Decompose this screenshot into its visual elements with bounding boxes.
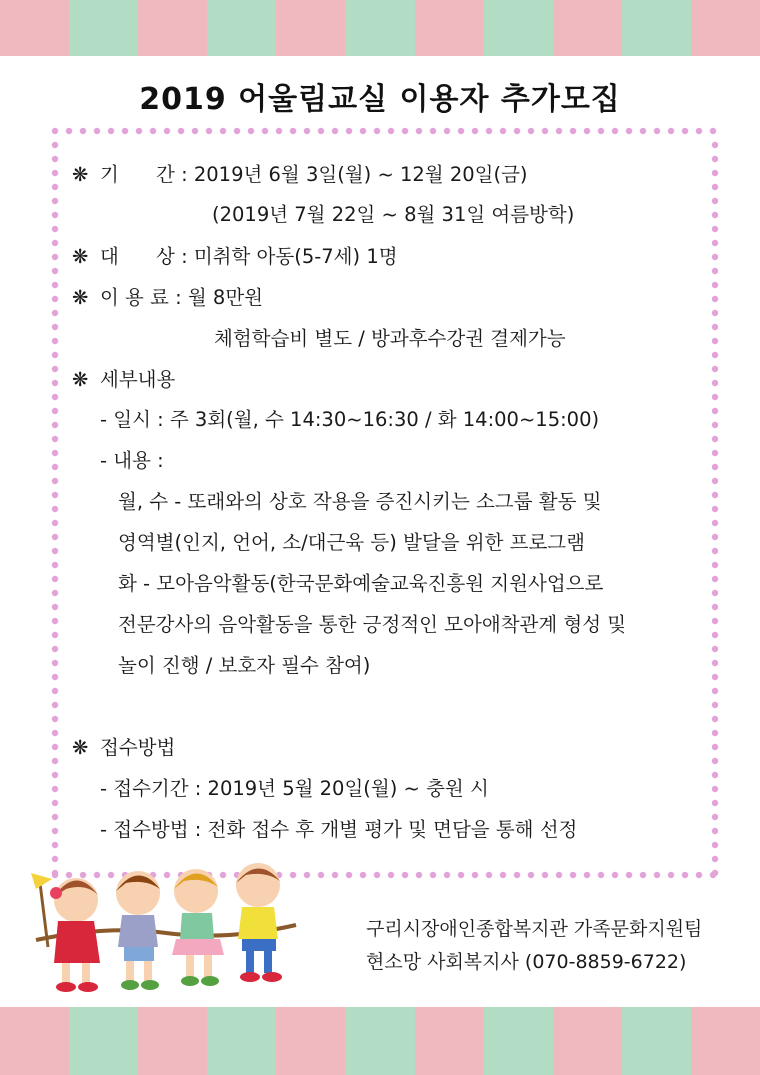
- apply-method: - 접수방법 : 전화 접수 후 개별 평가 및 면담을 통해 선정: [100, 818, 578, 841]
- stripe-cell: [0, 0, 69, 56]
- period-label: 기 간 :: [100, 163, 188, 186]
- apply-heading: 접수방법: [100, 736, 176, 759]
- content-line: 화 - 모아음악활동(한국문화예술교육진흥원 지원사업으로: [118, 572, 604, 595]
- children-illustration: [26, 855, 306, 995]
- stripe-cell: [622, 0, 691, 56]
- fee-line: [72, 285, 263, 311]
- stripe-cell: [207, 0, 276, 56]
- stripe-cell: [622, 1007, 691, 1075]
- stripe-cell: [484, 0, 553, 56]
- top-stripe: [0, 0, 760, 56]
- details-heading-line: [72, 367, 175, 393]
- fee-label: 이 용 료 :: [100, 286, 182, 309]
- content-line: 놀이 진행 / 보호자 필수 참여): [118, 654, 371, 677]
- stripe-cell: [691, 0, 760, 56]
- stripe-cell: [69, 0, 138, 56]
- bottom-stripe: [0, 1007, 760, 1075]
- stripe-cell: [415, 1007, 484, 1075]
- page-title: 2019 어울림교실 이용자 추가모집: [139, 82, 621, 117]
- stripe-cell: [553, 1007, 622, 1075]
- stripe-cell: [691, 1007, 760, 1075]
- stripe-cell: [345, 0, 414, 56]
- stripe-cell: [276, 0, 345, 56]
- footer-org: 구리시장애인종합복지관 가족문화지원팀: [366, 918, 703, 940]
- stripe-cell: [276, 1007, 345, 1075]
- fee-note: 체험학습비 별도 / 방과후수강권 결제가능: [214, 327, 566, 350]
- stripe-cell: [415, 0, 484, 56]
- bullet-icon: ❋: [72, 163, 89, 186]
- fee-value: 월 8만원: [187, 286, 264, 309]
- details-heading: 세부내용: [100, 368, 176, 391]
- period-note: (2019년 7월 22일 ~ 8월 31일 여름방학): [212, 203, 575, 226]
- target-value: 미취학 아동(5-7세) 1명: [193, 245, 398, 268]
- bullet-icon: ❋: [72, 245, 89, 268]
- stripe-cell: [207, 1007, 276, 1075]
- stripe-cell: [138, 1007, 207, 1075]
- stripe-cell: [138, 0, 207, 56]
- details-schedule: - 일시 : 주 3회(월, 수 14:30~16:30 / 화 14:00~15:00): [100, 408, 600, 431]
- footer-contact: 현소망 사회복지사 (070-8859-6722): [366, 951, 687, 973]
- stripe-cell: [484, 1007, 553, 1075]
- target-label: 대 상 :: [100, 245, 188, 268]
- stripe-cell: [0, 1007, 69, 1075]
- stripe-cell: [553, 0, 622, 56]
- content-line: 전문강사의 음악활동을 통한 긍정적인 모아애착관계 형성 및: [118, 613, 627, 636]
- content-line: 영역별(인지, 언어, 소/대근육 등) 발달을 위한 프로그램: [118, 531, 585, 554]
- content-line: 월, 수 - 또래와의 상호 작용을 증진시키는 소그룹 활동 및: [118, 490, 602, 513]
- stripe-cell: [345, 1007, 414, 1075]
- bullet-icon: ❋: [72, 368, 89, 391]
- apply-heading-line: [72, 735, 175, 761]
- bullet-icon: ❋: [72, 736, 89, 759]
- details-content-label: - 내용 :: [100, 449, 164, 472]
- target-line: [72, 244, 398, 270]
- period-line: [72, 162, 528, 188]
- stripe-cell: [69, 1007, 138, 1075]
- period-value: 2019년 6월 3일(월) ~ 12월 20일(금): [193, 163, 528, 186]
- bullet-icon: ❋: [72, 286, 89, 309]
- apply-period: - 접수기간 : 2019년 5월 20일(월) ~ 충원 시: [100, 777, 489, 800]
